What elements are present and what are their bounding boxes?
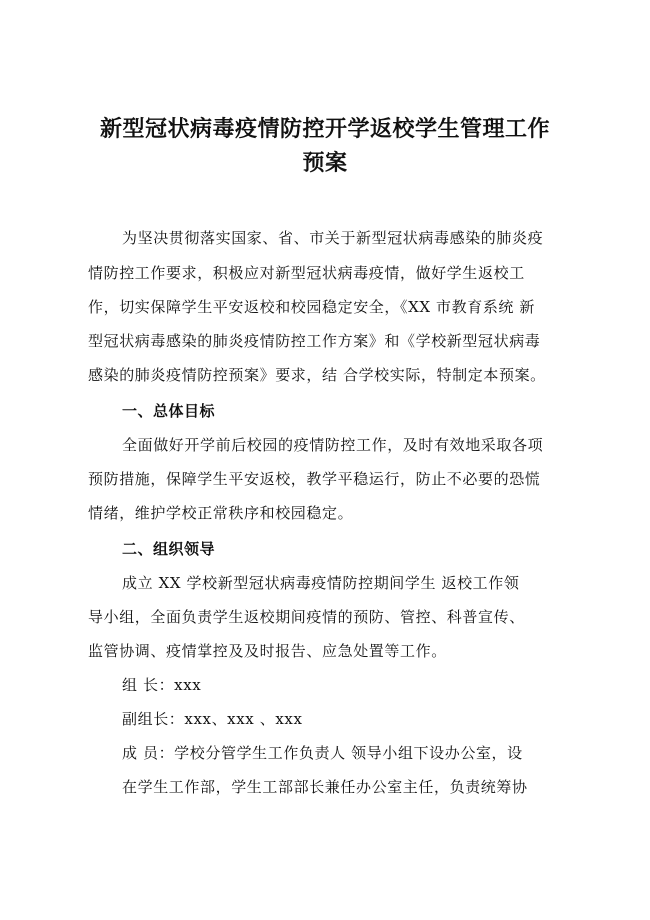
- section1-paragraph-line: 情绪，维护学校正常秩序和校园稳定。: [88, 504, 354, 522]
- document-title-continued: 预案: [302, 151, 348, 176]
- intro-paragraph-line: 为坚决贯彻落实国家、省、市关于新型冠状病毒感染的肺炎疫: [122, 229, 544, 247]
- section-heading-organization: 二、组织领导: [122, 540, 216, 558]
- section2-paragraph-line: 监管协调、疫情掌控及及时报告、应急处置等工作。: [88, 642, 447, 660]
- members-line-continued: 在学生工作部，学生工部部长兼任办公室主任，负责统筹协: [122, 778, 528, 796]
- intro-paragraph-line: 感染的肺炎疫情防控预案》要求，结 合学校实际，特制定本预案。: [88, 366, 546, 384]
- section2-paragraph-line: 成立 XX 学校新型冠状病毒疫情防控期间学生 返校工作领: [122, 574, 520, 592]
- section1-paragraph-line: 全面做好开学前后校园的疫情防控工作，及时有效地采取各项: [122, 436, 544, 454]
- intro-paragraph-line: 型冠状病毒感染的肺炎疫情防控工作方案》和《学校新型冠状病毒: [88, 332, 541, 350]
- section-heading-goals: 一、总体目标: [122, 402, 216, 420]
- section2-paragraph-line: 导小组，全面负责学生返校期间疫情的预防、管控、科普宣传、: [88, 608, 525, 626]
- members-line: 成 员：学校分管学生工作负责人 领导小组下设办公室，设: [122, 744, 523, 762]
- intro-paragraph-line: 作，切实保障学生平安返校和校园稳定安全，《XX 市教育系统 新: [88, 298, 535, 316]
- section1-paragraph-line: 预防措施，保障学生平安返校，教学平稳运行，防止不必要的恐慌: [88, 470, 541, 488]
- deputy-leader-line: 副组长：xxx、xxx 、xxx: [122, 710, 303, 728]
- intro-paragraph-line: 情防控工作要求，积极应对新型冠状病毒疫情，做好学生返校工: [88, 264, 525, 282]
- document-title: 新型冠状病毒疫情防控开学返校学生管理工作: [99, 117, 550, 142]
- team-leader-line: 组 长：xxx: [122, 676, 202, 694]
